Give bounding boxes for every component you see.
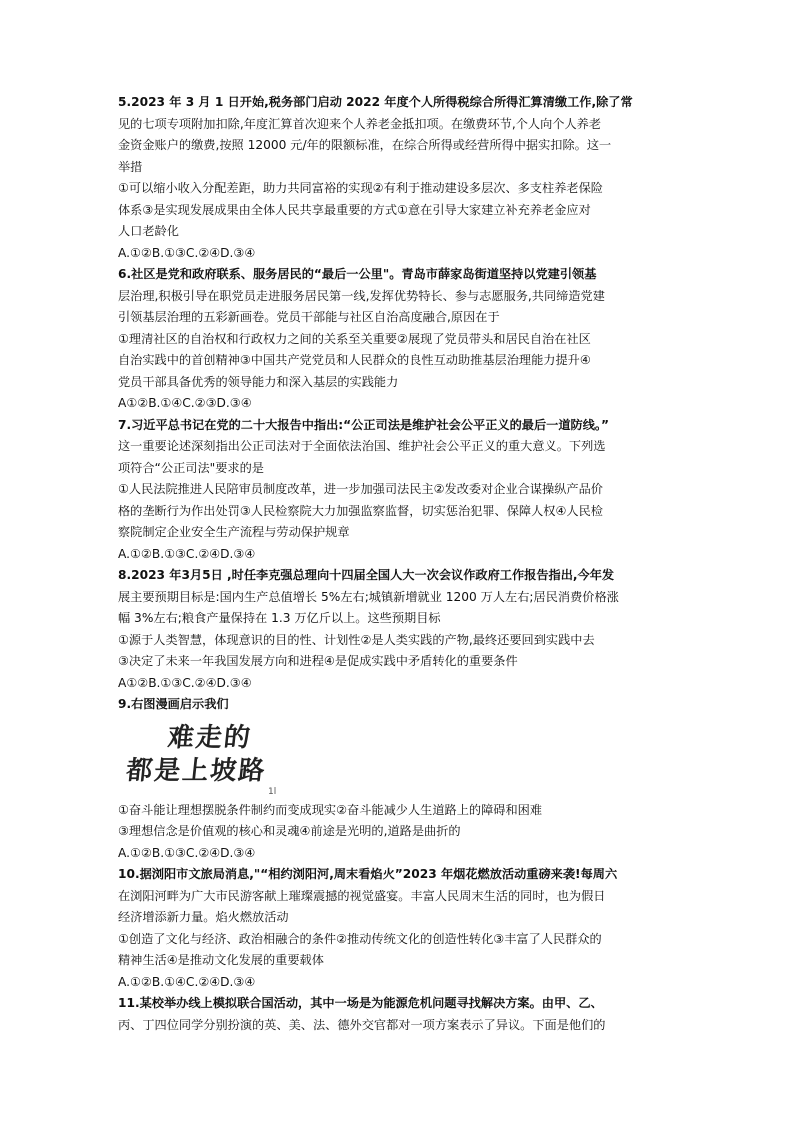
question-5 [118,92,678,264]
question-line: 人口老龄化 [118,224,179,238]
question-line: ①源于人类智慧，体现意识的目的性、计划性②是人类实践的产物,最终还要回到实践中去 [118,632,595,647]
question-line: ③理想信念是价值观的核心和灵魂④前途是光明的,道路是曲折的 [118,824,461,838]
cartoon-signature: 1l [268,786,277,797]
question-line: 这一重要论述深刻指出公正司法对于全面依法治国、维护社会公平正义的重大意义。下列选 [118,439,606,453]
question-stem: 9.右图漫画启示我们 [118,697,229,711]
question-line: 党员干部具备优秀的领导能力和深入基层的实践能力 [118,374,399,389]
question-line: 格的垄断行为作出处罚③人民检察院大力加强监察监督，切实惩治犯罪、保障人权④人民检 [118,503,603,518]
question-line: ①可以缩小收入分配差距，助力共同富裕的实现②有利于推动建设多层次、多支柱养老保险 [118,181,603,195]
question-line: 自治实践中的首创精神③中国共产党党员和人民群众的良性互动助推基层治理能力提升④ [118,353,591,367]
question-line: 经济增添新力量。焰火燃放活动 [118,910,289,924]
question-7 [118,415,678,566]
cartoon-caption [124,722,364,788]
question-line: 项符合“公正司法"要求的是 [118,460,264,475]
question-line: 5.2023 年 3 月 1 日开始,税务部门启动 2022 年度个人所得税综合所得汇算清缴工作,除了常 [118,95,633,109]
question-line: 引领基层治理的五彩新画卷。党员干部能与社区自治高度融合,原因在于 [118,310,500,324]
question-line: 展主要预期目标是:国内生产总值增长 5%左右;城镇新增就业 1200 万人左右;居民消费价格涨 [118,589,619,604]
question-line: 6.社区是党和政府联系、服务居民的“最后一公里"。青岛市薛家岛街道坚持以党建引领基 [118,267,597,281]
question-line: ①人民法院推进人民陪审员制度改革，进一步加强司法民主②发改委对企业合谋操纵产品价 [118,482,603,496]
question-line: 在浏阳河畔为广大市民游客献上璀璨震撼的视觉盛宴。丰富人民周末生活的同时，也为假日 [118,888,606,903]
answer-options: A①②B.①④C.②③D.③④ [118,396,252,410]
exam-page [118,92,678,1036]
question-8 [118,565,678,694]
question-line: 丙、丁四位同学分别扮演的英、美、法、德外交官都对一项方案表示了异议。下面是他们的 [118,1017,606,1032]
question-line: ①理清社区的自治权和行政权力之间的关系至关重要②展现了党员带头和居民自治在社区 [118,331,591,346]
question-line: 察院制定企业安全生产流程与劳动保护规章 [118,525,350,539]
question-line: 11.某校举办线上模拟联合国活动，其中一场是为能源危机问题寻找解决方案。由甲、乙、 [118,996,603,1010]
question-10 [118,864,678,993]
question-line: 层治理,积极引导在职党员走进服务居民第一线,发挥优势特长、参与志愿服务,共同缔造党建 [118,288,605,303]
question-11 [118,993,678,1036]
question-line: 8.2023 年3月5日 ,时任李克强总理向十四届全国人大一次会议作政府工作报告指出,今年发 [118,568,615,582]
cartoon-text-row2: 都是上坡路 [124,755,268,786]
question-line: 金资金账户的缴费,按照 12000 元/年的限额标准，在综合所得或经营所得中据实扣除。这一 [118,138,612,152]
question-line: 幅 3%左右;粮食产量保持在 1.3 万亿斤以上。这些预期目标 [118,611,441,625]
cartoon-text-row1: 难走的 [166,722,254,753]
answer-options: A.①②B.①③C.②④D.③④ [118,845,256,860]
question-9 [118,694,678,864]
answer-options: A.①②B.①③C.②④D.③④ [118,546,256,561]
question-line: 精神生活④是推动文化发展的重要载体 [118,953,324,967]
question-line: ①奋斗能让理想摆脱条件制约而变成现实②奋斗能减少人生道路上的障碍和困难 [118,802,543,817]
question-line: 体系③是实现发展成果由全体人民共享最重要的方式①意在引导大家建立补充养老金应对 [118,202,591,217]
question-line: 举措 [118,159,143,174]
question-line: ①创造了文化与经济、政治相融合的条件②推动传统文化的创造性转化③丰富了人民群众的 [118,931,602,946]
question-line: 7.习近平总书记在党的二十大报告中指出:“公正司法是维护社会公平正义的最后一道防线。” [118,417,610,432]
question-line: 10.据浏阳市文旅局消息,"“相约浏阳河,周末看焰火”2023 年烟花燃放活动重磅来袭!每周六 [118,867,618,881]
question-6 [118,264,678,415]
answer-options: A.①②B.①③C.②④D.③④ [118,245,256,260]
answer-options: A.①②B.①④C.②④D.③④ [118,974,256,989]
question-line: 见的七项专项附加扣除,年度汇算首次迎来个人养老金抵扣项。在缴费环节,个人向个人养老 [118,116,602,131]
cartoon-image [118,716,678,800]
answer-options: A①②B.①③C.②④D.③④ [118,675,252,690]
question-line: ③决定了未来一年我国发展方向和进程④是促成实践中矛盾转化的重要条件 [118,654,518,668]
